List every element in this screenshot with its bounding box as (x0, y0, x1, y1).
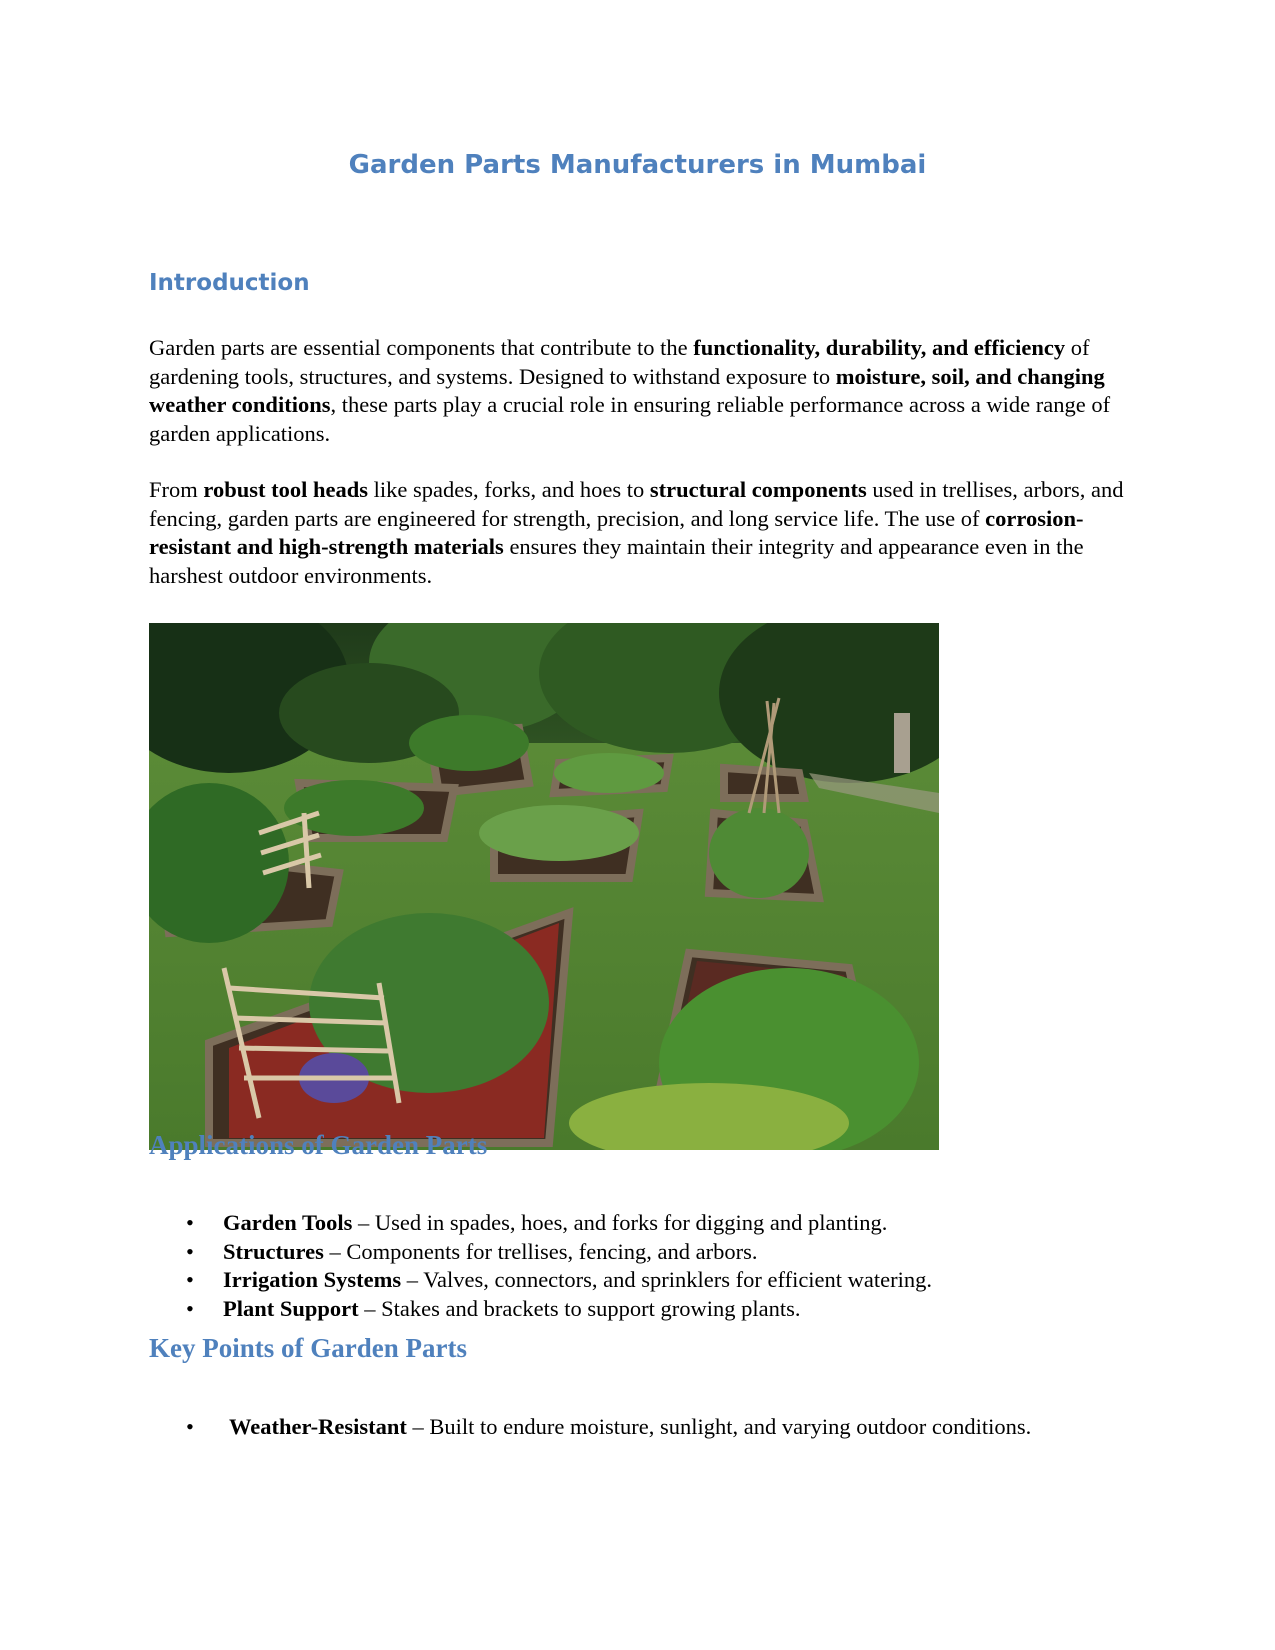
list-item (149, 1209, 932, 1238)
list-item-term: Irrigation Systems (223, 1267, 402, 1292)
bullet: • (186, 1210, 194, 1235)
bullet: • (186, 1295, 194, 1321)
bold-run: corrosion-resistant and high-strength materials (149, 505, 1084, 559)
text-run: From (149, 477, 204, 502)
text-run: of gardening tools, structures, and systems. Designed to withstand exposure to (149, 335, 1090, 389)
key-points-heading: Key Points of Garden Parts (149, 1333, 467, 1363)
list-item-term: Plant Support (223, 1295, 359, 1321)
bullet: • (186, 1414, 194, 1439)
bullet: • (186, 1238, 194, 1264)
list-item (149, 1295, 932, 1324)
text-run: used in trellises, arbors, and fencing, garden parts are engineered for strength, precision, and long service life. The use of (149, 477, 1124, 531)
garden-photo-image (149, 623, 939, 1150)
garden-photo (149, 623, 939, 1150)
intro-paragraph-1 (149, 334, 1134, 448)
list-item-desc: – Stakes and brackets to support growing plants. (358, 1295, 801, 1321)
text-run: ensures they maintain their integrity and appearance even in the harshest outdoor environments. (149, 534, 1084, 588)
list-item-desc: – Valves, connectors, and sprinklers for efficient watering. (401, 1267, 933, 1292)
list-item (149, 1413, 1031, 1442)
text-run: , these parts play a crucial role in ensuring reliable performance across a wide range of garden applications. (149, 392, 1111, 446)
list-item-desc: – Components for trellises, fencing, and arbors. (323, 1238, 758, 1264)
applications-list (149, 1209, 932, 1323)
document-title: Garden Parts Manufacturers in Mumbai (348, 150, 927, 180)
bold-run: structural components (649, 477, 867, 502)
bold-run: moisture, soil, and changing weather conditions (149, 363, 1105, 417)
list-item-term: Garden Tools (223, 1210, 353, 1235)
list-item (149, 1266, 932, 1295)
key-points-list (149, 1413, 1031, 1442)
introduction-heading: Introduction (149, 270, 310, 296)
list-item-term: Structures (223, 1238, 324, 1264)
intro-paragraph-2 (149, 476, 1134, 590)
bold-run: functionality, durability, and efficiency (693, 335, 1066, 360)
bold-run: robust tool heads (203, 477, 369, 502)
bullet: • (186, 1267, 194, 1292)
list-item-desc: – Built to endure moisture, sunlight, and varying outdoor conditions. (406, 1414, 1032, 1439)
applications-heading: Applications of Garden Parts (149, 1130, 488, 1160)
list-item-desc: – Used in spades, hoes, and forks for digging and planting. (352, 1210, 888, 1235)
list-item-term: Weather-Resistant (229, 1414, 407, 1439)
list-item (149, 1238, 932, 1267)
text-run: like spades, forks, and hoes to (368, 477, 650, 502)
text-run: Garden parts are essential components that contribute to the (149, 335, 694, 360)
